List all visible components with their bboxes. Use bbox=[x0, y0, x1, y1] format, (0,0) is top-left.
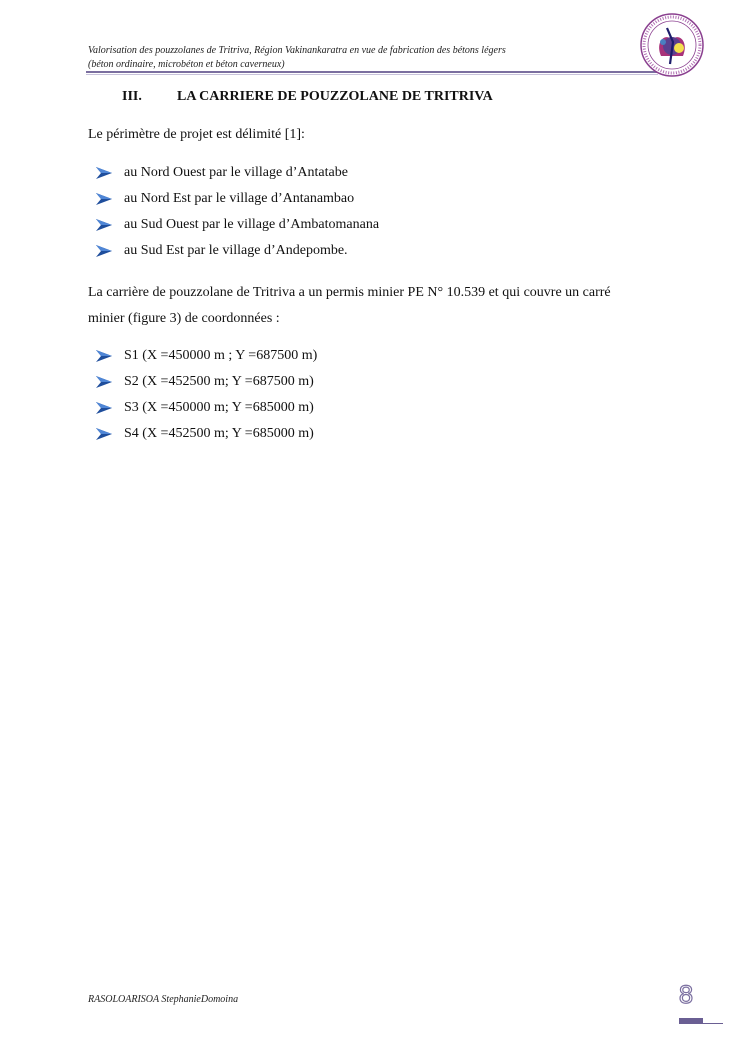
intro-paragraph: Le périmètre de projet est délimité [1]: bbox=[88, 127, 305, 142]
arrow-bullet-icon bbox=[96, 375, 112, 389]
arrow-bullet-icon bbox=[96, 349, 112, 363]
faculty-seal-icon bbox=[639, 12, 705, 78]
arrow-bullet-icon bbox=[96, 244, 112, 258]
arrow-bullet-icon bbox=[96, 166, 112, 180]
list-item bbox=[96, 395, 317, 421]
list-item bbox=[96, 369, 317, 395]
coordinate-text: S1 (X =450000 m ; Y =687500 m) bbox=[124, 348, 318, 363]
footer-author: RASOLOARISOA StephanieDomoina bbox=[88, 994, 239, 1005]
list-item bbox=[96, 160, 379, 186]
header-rule bbox=[86, 71, 658, 73]
coordinate-text: S2 (X =452500 m; Y =687500 m) bbox=[124, 374, 314, 389]
arrow-bullet-icon bbox=[96, 192, 112, 206]
section-title: LA CARRIERE DE POUZZOLANE DE TRITRIVA bbox=[177, 89, 493, 104]
perimeter-text: au Nord Ouest par le village d’Antatabe bbox=[124, 165, 348, 180]
permit-line-1: La carrière de pouzzolane de Tritriva a un permis minier PE N° 10.539 et qui couvre un carré bbox=[88, 285, 611, 300]
arrow-bullet-icon bbox=[96, 218, 112, 232]
list-item bbox=[96, 238, 379, 264]
arrow-bullet-icon bbox=[96, 427, 112, 441]
arrow-bullet-icon bbox=[96, 401, 112, 415]
perimeter-text: au Nord Est par le village d’Antanambao bbox=[124, 191, 355, 206]
perimeter-text: au Sud Est par le village d’Andepombe. bbox=[124, 243, 348, 258]
running-header bbox=[88, 44, 633, 72]
footer-line bbox=[703, 1023, 723, 1024]
perimeter-list bbox=[96, 160, 379, 264]
header-line-1: Valorisation des pouzzolanes de Tritriva, Région Vakinankaratra en vue de fabrication des bétons légers bbox=[88, 45, 506, 56]
footer-bar bbox=[679, 1018, 703, 1024]
section-heading bbox=[122, 89, 493, 105]
permit-line-2: minier (figure 3) de coordonnées : bbox=[88, 311, 280, 326]
header-line-2: (béton ordinaire, microbéton et béton caverneux) bbox=[88, 59, 285, 70]
section-number: III. bbox=[122, 89, 142, 104]
permit-paragraph bbox=[88, 280, 611, 332]
coordinate-text: S4 (X =452500 m; Y =685000 m) bbox=[124, 426, 314, 441]
list-item bbox=[96, 212, 379, 238]
page-number: 8 bbox=[678, 981, 694, 1009]
list-item bbox=[96, 421, 317, 447]
coordinate-list bbox=[96, 343, 317, 447]
list-item bbox=[96, 343, 317, 369]
perimeter-text: au Sud Ouest par le village d’Ambatomanana bbox=[124, 217, 380, 232]
list-item bbox=[96, 186, 379, 212]
header-rule-shadow bbox=[86, 74, 658, 75]
coordinate-text: S3 (X =450000 m; Y =685000 m) bbox=[124, 400, 314, 415]
